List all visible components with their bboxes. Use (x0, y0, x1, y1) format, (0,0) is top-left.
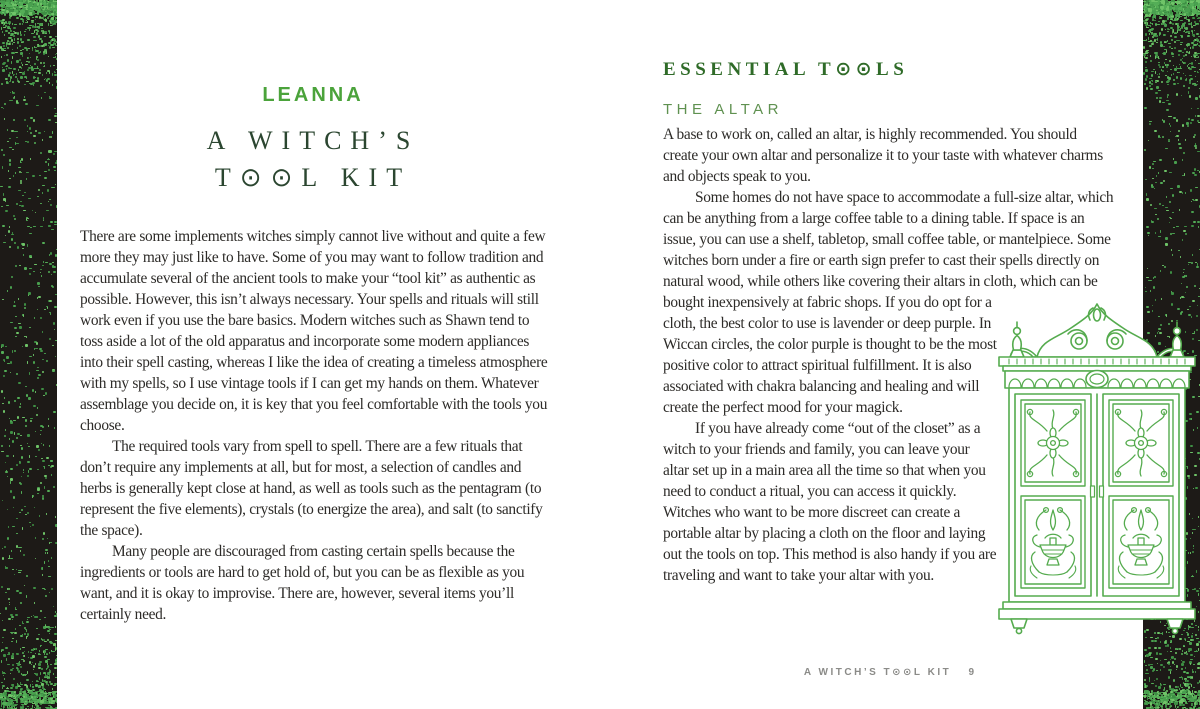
chapter-title-line2: T⊙⊙L KIT (214, 163, 412, 192)
paragraph: There are some implements witches simply cannot live without and quite a few more they may just like to have. Some of you may want to follow tradition and accumulate several of the ancient tools to make your “tool kit” as authentic as possible. However, this isn’t always necessary. Your spells and rituals will still work even if you use the bare basics. Modern witches such as Shawn tend to toss aside a lot of the old apparatus and incorporate some modern appliances into their spell casting, whereas I like the idea of creating a timeless atmosphere with my spells, so I use vintage tools if I can get my hands on them. Whatever assemblage you decide on, it is key that you feel comfortable with the tools you choose. (80, 228, 548, 434)
paragraph: Some homes do not have space to accommodate a full-size altar, which can be anything from a large coffee table to a dining table. If space is an issue, you can use a shelf, tabletop, small coffee table, or mantelpiece. Some witches born under a fire or earth sign prefer to cast their spells directly on natural wood, while others like covering their altars in cloth, which can be bought inexpensively at fabric shops. If you do opt for a cloth, the best color to use is lavender or deep purple. In Wiccan circles, the color purple is thought to be the most positive color to attract spiritual fulfillment. It is also associated with chakra balancing and healing and will create the perfect mood for your magick. (663, 189, 1114, 416)
right-page-body (663, 124, 1115, 643)
chapter-title (80, 122, 546, 196)
altar-cabinet-illustration-icon (997, 300, 1197, 643)
paragraph: A base to work on, called an altar, is highly recommended. You should create your own altar and personalize it to your taste with whatever charms and objects speak to you. (663, 126, 1103, 185)
paragraph: Many people are discouraged from casting certain spells because the ingredients or tools are hard to get hold of, but you can be as flexible as you want, and it is okay to improvise. There are, however, several items you’ll certainly need. (80, 543, 525, 623)
left-page-body (80, 226, 548, 625)
illustration-float (997, 187, 1115, 643)
page-number: 9 (968, 667, 975, 678)
paragraph: If you have already come “out of the closet” as a witch to your friends and family, you can leave your altar set up in a main area all the time so that when you need to conduct a ritual, you can access it quickly. Witches who want to be more discreet can create a portable altar by placing a cloth on the floor and laying out the tools on top. This method is also handy if you are traveling and want to take your altar with you. (663, 420, 997, 584)
speckled-page-edge-left (0, 0, 57, 709)
author-kicker: LEANNA (262, 84, 364, 106)
section-heading: ESSENTIAL T⊙⊙LS (663, 59, 909, 80)
running-title: A WITCH’S T⊙⊙L KIT (803, 667, 952, 678)
running-footer (663, 667, 1115, 678)
subsection-heading: THE ALTAR (663, 101, 783, 118)
chapter-title-line1: A WITCH’S (206, 126, 420, 155)
paragraph: The required tools vary from spell to spell. There are a few rituals that don’t require any implements at all, but for most, a selection of candles and herbs is generally kept close at hand, as well as tools such as the pentagram (to represent the five elements), crystals (to energize the area), and salt (to sanctify the space). (80, 438, 543, 539)
